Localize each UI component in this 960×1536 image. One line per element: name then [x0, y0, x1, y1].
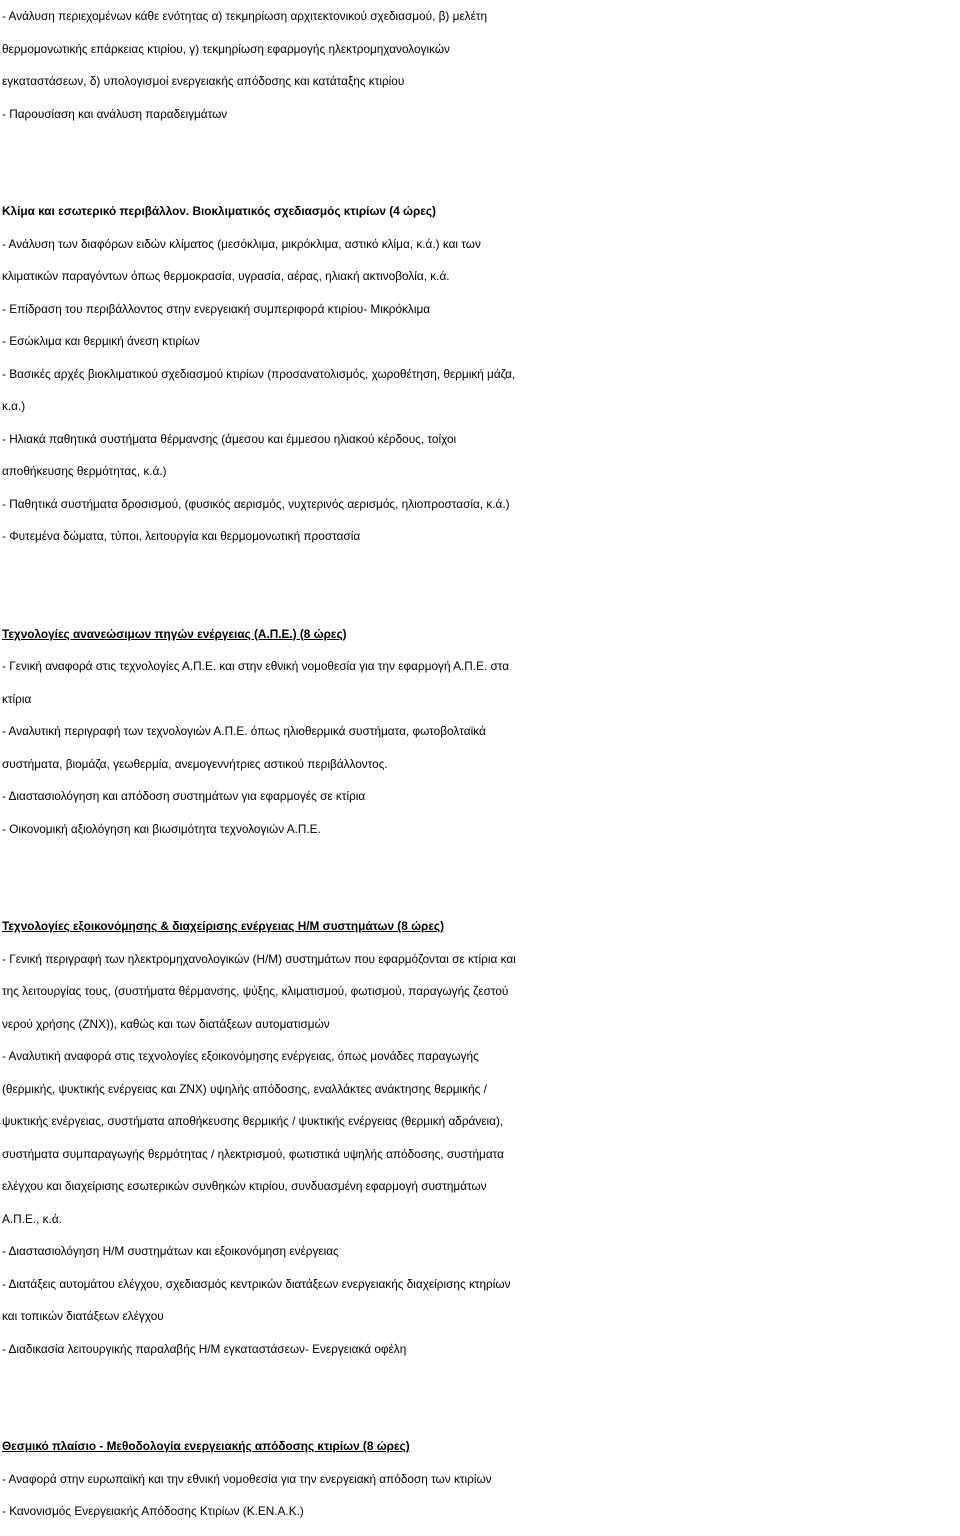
section-line: της λειτουργίας τους, (συστήματα θέρμανσης, ψύξης, κλιματισμού, φωτισμού, παραγωγής ζεστού [2, 984, 509, 998]
section-legal-framework [2, 1430, 958, 1528]
section-renewables [2, 618, 958, 846]
section-line: ψυκτικής ενέργειας, συστήματα αποθήκευσης θερμικής / ψυκτικής ενέργειας (θερμική αδράνεια), [2, 1114, 504, 1128]
section-line: - Φυτεμένα δώματα, τύποι, λειτουργία και θερμομονωτική προστασία [2, 529, 361, 543]
section-line: (θερμικής, ψυκτικής ενέργειας και ΖΝΧ) υψηλής απόδοσης, εναλλάκτες ανάκτησης θερμικής / [2, 1081, 487, 1096]
section-line: - Διαστασιολόγηση και απόδοση συστημάτων για εφαρμογές σε κτίρια [2, 789, 366, 803]
intro-line: εγκαταστάσεων, δ) υπολογισμοί ενεργειακής απόδοσης και κατάταξης κτιρίου [2, 74, 405, 88]
section-line: κλιματικών παραγόντων όπως θερμοκρασία, υγρασία, αέρας, ηλιακή ακτινοβολία, κ.ά. [2, 269, 450, 283]
section-line: συστήματα συμπαραγωγής θερμότητας / ηλεκτρισμού, φωτιστικά υψηλής απόδοσης, συστήματα [2, 1146, 504, 1161]
intro-block [2, 0, 958, 130]
spacer [2, 1365, 958, 1430]
intro-line: - Παρουσίαση και ανάλυση παραδειγμάτων [2, 106, 228, 121]
section-line: ελέγχου και διαχείρισης εσωτερικών συνθηκών κτιρίου, συνδυασμένη εφαρμογή συστημάτων [2, 1179, 487, 1193]
section-line: - Αναλυτική αναφορά στις τεχνολογίες εξοικονόμησης ενέργειας, όπως μονάδες παραγωγής [2, 1049, 479, 1063]
spacer [2, 553, 958, 618]
section-line: - Γενική περιγραφή των ηλεκτρομηχανολογικών (Η/Μ) συστημάτων που εφαρμόζονται σε κτίρια και [2, 951, 516, 966]
section-line: - Διατάξεις αυτομάτου ελέγχου, σχεδιασμός κεντρικών διατάξεων ενεργειακής διαχείρισης κτηρίων [2, 1276, 511, 1291]
section-heading-part2: Βιοκλιματικός σχεδιασμός κτιρίων (4 ώρες) [189, 204, 436, 218]
section-heading: Τεχνολογίες ανανεώσιμων πηγών ενέργειας (Α.Π.Ε.) (8 ώρες) [2, 626, 347, 641]
section-line: κ.α.) [2, 399, 26, 413]
section-line: - Αναλυτική περιγραφή των τεχνολογιών Α.Π.Ε. όπως ηλιοθερμικά συστήματα, φωτοβολταϊκά [2, 724, 486, 738]
section-heading-part1: Κλίμα και εσωτερικό περιβάλλον. [2, 204, 190, 218]
section-heading: Τεχνολογίες εξοικονόμησης & διαχείρισης ενέργειας Η/Μ συστημάτων (8 ώρες) [2, 919, 444, 933]
section-line: - Οικονομική αξιολόγηση και βιωσιμότητα τεχνολογιών Α.Π.Ε. [2, 821, 321, 836]
section-line: - Διαστασιολόγηση Η/Μ συστημάτων και εξοικονόμηση ενέργειας [2, 1244, 339, 1258]
spacer [2, 845, 958, 910]
section-line: κτίρια [2, 691, 32, 706]
section-line: - Εσώκλιμα και θερμική άνεση κτιρίων [2, 334, 200, 348]
section-line: - Γενική αναφορά στις τεχνολογίες Α.Π.Ε. και στην εθνική νομοθεσία για την εφαρμογή Α.Π.Ε. στα [2, 659, 510, 673]
section-line: - Ηλιακά παθητικά συστήματα θέρμανσης (άμεσου και έμμεσου ηλιακού κέρδους, τοίχοι [2, 431, 457, 446]
section-line: νερού χρήσης (ΖΝΧ)), καθώς και των διατάξεων αυτοματισμών [2, 1016, 330, 1031]
spacer [2, 130, 958, 195]
section-line: αποθήκευσης θερμότητας, κ.ά.) [2, 464, 167, 478]
section-line: - Βασικές αρχές βιοκλιματικού σχεδιασμού κτιρίων (προσανατολισμός, χωροθέτηση, θερμική μάζα, [2, 366, 516, 381]
section-line: - Ανάλυση των διαφόρων ειδών κλίματος (μεσόκλιμα, μικρόκλιμα, αστικό κλίμα, κ.ά.) και των [2, 236, 481, 251]
section-line: - Παθητικά συστήματα δροσισμού, (φυσικός αερισμός, νυχτερινός αερισμός, ηλιοπροστασία, κ.ά.) [2, 496, 510, 511]
section-line: και τοπικών διατάξεων ελέγχου [2, 1309, 164, 1323]
section-line: - Αναφορά στην ευρωπαϊκή και την εθνική νομοθεσία για την ενεργειακή απόδοση των κτιρίων [2, 1471, 492, 1486]
section-heading [2, 195, 958, 228]
document-body [2, 0, 958, 1528]
section-line: - Διαδικασία λειτουργικής παραλαβής Η/Μ εγκαταστάσεων- Ενεργειακά οφέλη [2, 1341, 407, 1356]
section-climate [2, 195, 958, 553]
section-line: Α.Π.Ε., κ.ά. [2, 1211, 62, 1226]
section-energy-saving [2, 910, 958, 1365]
intro-line: θερμομονωτικής επάρκειας κτιρίου, γ) τεκμηρίωση εφαρμογής ηλεκτρομηχανολογικών [2, 41, 450, 56]
section-heading: Θεσμικό πλαίσιο - Μεθοδολογία ενεργειακής απόδοσης κτιρίων (8 ώρες) [2, 1439, 410, 1453]
intro-line: - Ανάλυση περιεχομένων κάθε ενότητας α) τεκμηρίωση αρχιτεκτονικού σχεδιασμού, β) μελέτη [2, 9, 488, 23]
section-line: - Κανονισμός Ενεργειακής Απόδοσης Κτιρίων (Κ.ΕΝ.Α.Κ.) [2, 1504, 304, 1518]
section-line: - Επίδραση του περιβάλλοντος στην ενεργειακή συμπεριφορά κτιρίου- Μικρόκλιμα [2, 301, 431, 316]
section-line: συστήματα, βιομάζα, γεωθερμία, ανεμογεννήτριες αστικού περιβάλλοντος. [2, 756, 388, 771]
